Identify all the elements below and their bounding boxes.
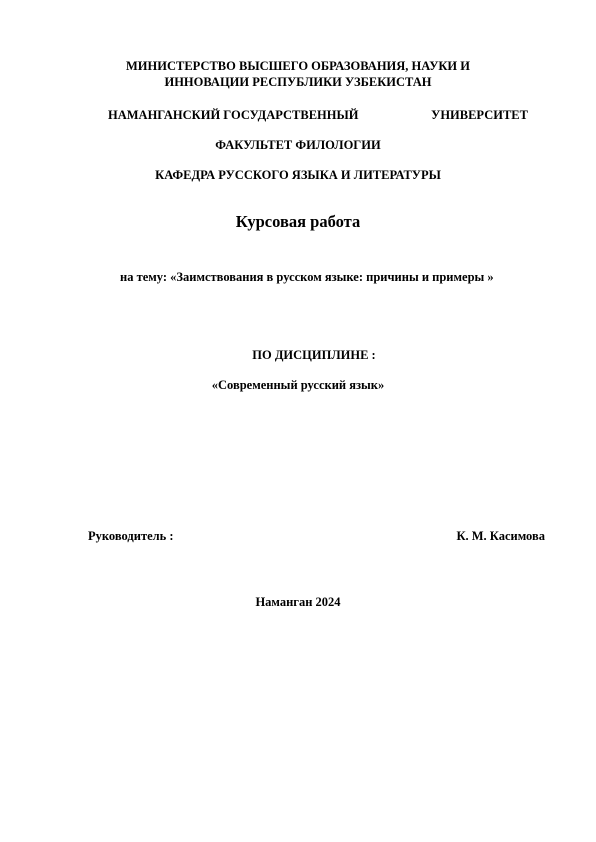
- ministry-line-1: МИНИСТЕРСТВО ВЫСШЕГО ОБРАЗОВАНИЯ, НАУКИ И: [125, 59, 471, 73]
- department-heading: КАФЕДРА РУССКОГО ЯЗЫКА И ЛИТЕРАТУРЫ: [155, 168, 441, 182]
- supervisor-label: Руководитель :: [88, 529, 174, 543]
- supervisor-name: К. М. Касимова: [456, 529, 545, 543]
- university-name-right: УНИВЕРСИТЕТ: [431, 108, 528, 122]
- university-name-left: НАМАНГАНСКИЙ ГОСУДАРСТВЕННЫЙ: [108, 108, 359, 122]
- ministry-heading: [0, 58, 596, 90]
- city-year: Наманган 2024: [255, 595, 341, 609]
- faculty-heading: ФАКУЛЬТЕТ ФИЛОЛОГИИ: [215, 138, 381, 152]
- work-title: Курсовая работа: [235, 212, 361, 231]
- discipline-label: ПО ДИСЦИПЛИНЕ :: [252, 348, 376, 362]
- work-topic: на тему: «Заимствования в русском языке: причины и примеры »: [120, 270, 494, 284]
- ministry-line-2: ИННОВАЦИИ РЕСПУБЛИКИ УЗБЕКИСТАН: [164, 75, 432, 89]
- discipline-name: «Современный русский язык»: [211, 378, 385, 392]
